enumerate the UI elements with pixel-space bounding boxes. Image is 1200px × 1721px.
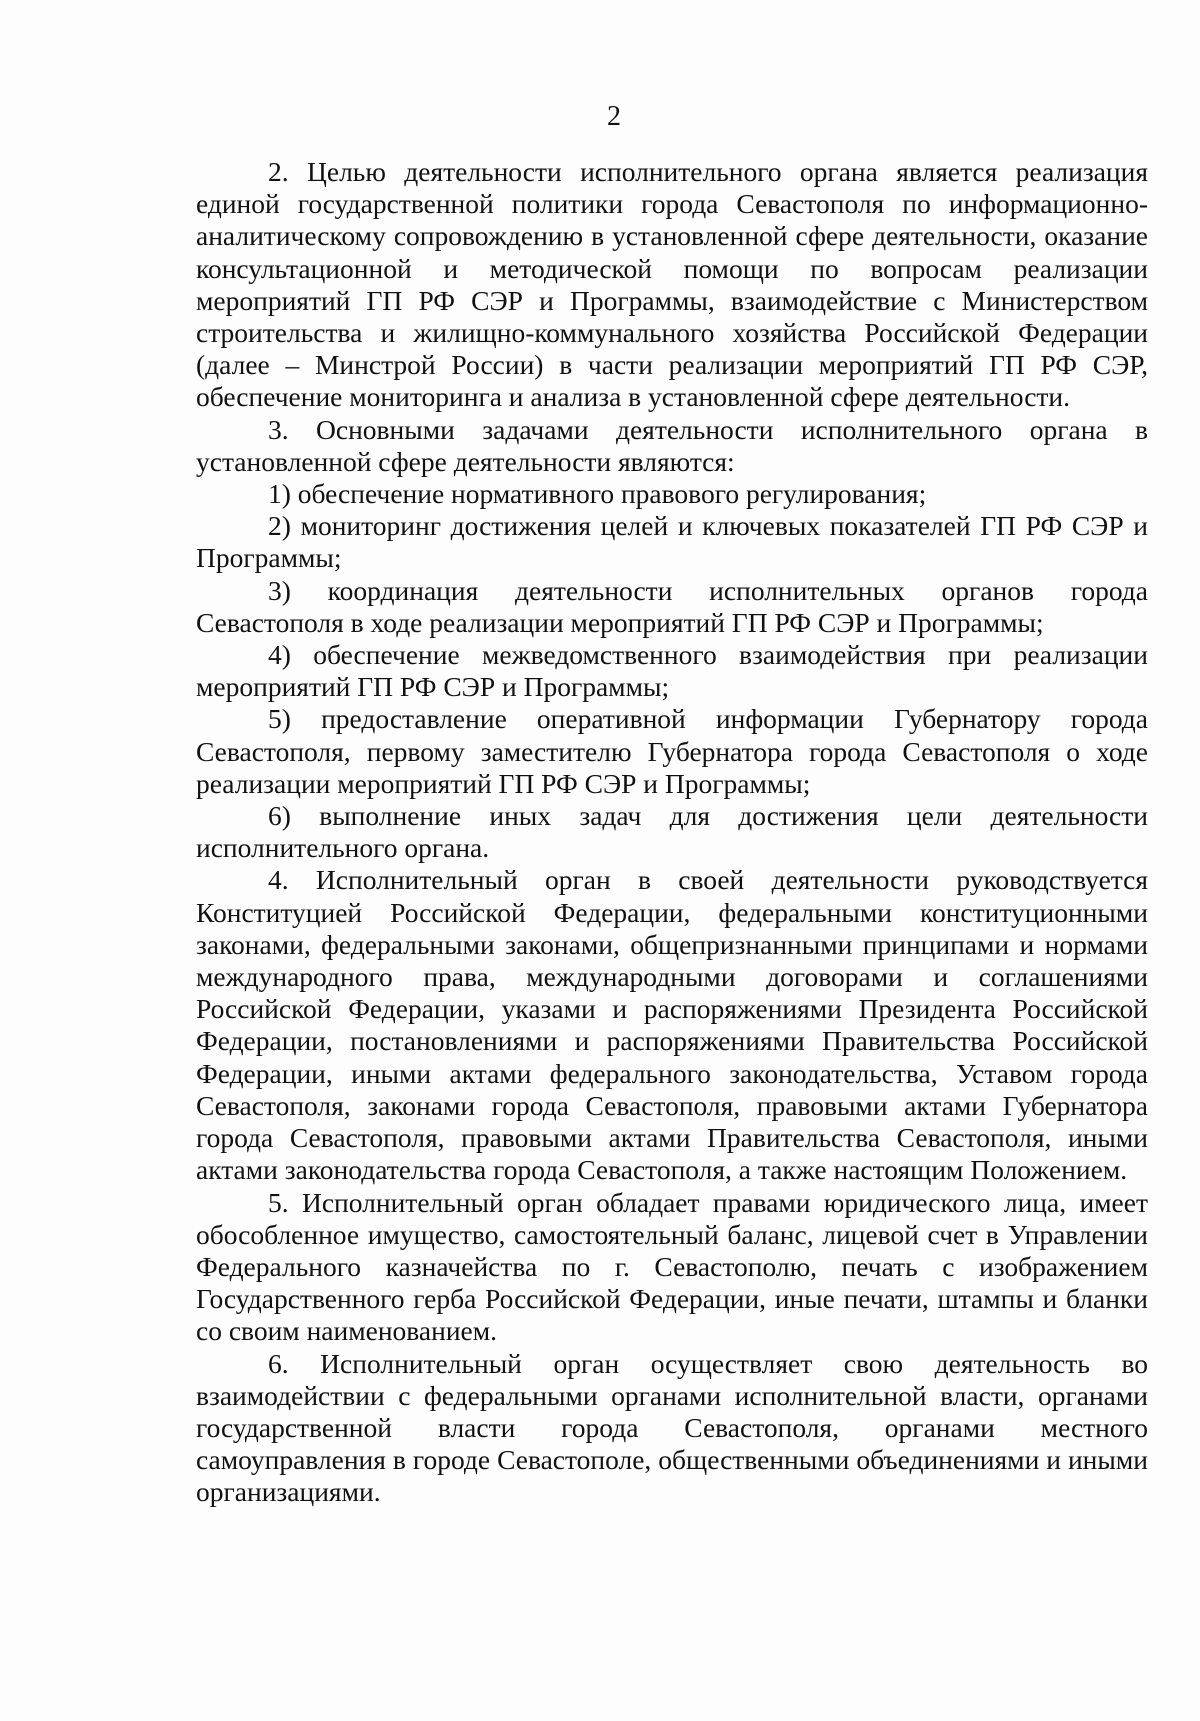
list-item-task-4: 4) обеспечение межведомственного взаимодействия при реализации мероприятий ГП РФ СЭР и Программы;: [196, 639, 1148, 703]
page-number: 2: [607, 101, 621, 132]
list-item-task-2: 2) мониторинг достижения целей и ключевых показателей ГП РФ СЭР и Программы;: [196, 510, 1148, 574]
list-item-task-5: 5) предоставление оперативной информации Губернатору города Севастополя, первому заместителю Губернатора города Севастополя о ходе реализации мероприятий ГП РФ СЭР и Программы;: [196, 703, 1148, 799]
list-item-task-3: 3) координация деятельности исполнительных органов города Севастополя в ходе реализации мероприятий ГП РФ СЭР и Программы;: [196, 574, 1148, 638]
list-item-task-1: 1) обеспечение нормативного правового регулирования;: [268, 478, 927, 510]
paragraph-2-goal: 2. Целью деятельности исполнительного органа является реализация единой государственной политики города Севастополя по информационно-аналитическому сопровождению в установленной сфере деятельности, оказание консультационной и методической помощи по вопросам реализации мероприятий ГП РФ СЭР и Программы, взаимодействие с Министерством строительства и жилищно-коммунального хозяйства Российской Федерации (далее – Минстрой России) в части реализации мероприятий ГП РФ СЭР, обеспечение мониторинга и анализа в установленной сфере деятельности.: [196, 156, 1148, 413]
paragraph-4-legal-basis: 4. Исполнительный орган в своей деятельности руководствуется Конституцией Российской Федерации, федеральными конституционными законами, федеральными законами, общепризнанными принципами и нормами международного права, международными договорами и соглашениями Российской Федерации, указами и распоряжениями Президента Российской Федерации, постановлениями и распоряжениями Правительства Российской Федерации, иными актами федерального законодательства, Уставом города Севастополя, законами города Севастополя, правовыми актами Губернатора города Севастополя, правовыми актами Правительства Севастополя, иными актами законодательства города Севастополя, а также настоящим Положением.: [196, 864, 1148, 1186]
paragraph-5-legal-entity: 5. Исполнительный орган обладает правами юридического лица, имеет обособленное имущество, самостоятельный баланс, лицевой счет в Управлении Федерального казначейства по г. Севастополю, печать с изображением Государственного герба Российской Федерации, иные печати, штампы и бланки со своим наименованием.: [196, 1186, 1148, 1347]
document-body: [196, 156, 1148, 1509]
list-item-task-6: 6) выполнение иных задач для достижения цели деятельности исполнительного органа.: [196, 800, 1148, 864]
paragraph-6-interaction: 6. Исполнительный орган осуществляет свою деятельность во взаимодействии с федеральными органами исполнительной власти, органами государственной власти города Севастополя, органами местного самоуправления в городе Севастополе, общественными объединениями и иными организациями.: [196, 1347, 1148, 1508]
paragraph-3-tasks-intro: 3. Основными задачами деятельности исполнительного органа в установленной сфере деятельности являются:: [196, 413, 1148, 477]
